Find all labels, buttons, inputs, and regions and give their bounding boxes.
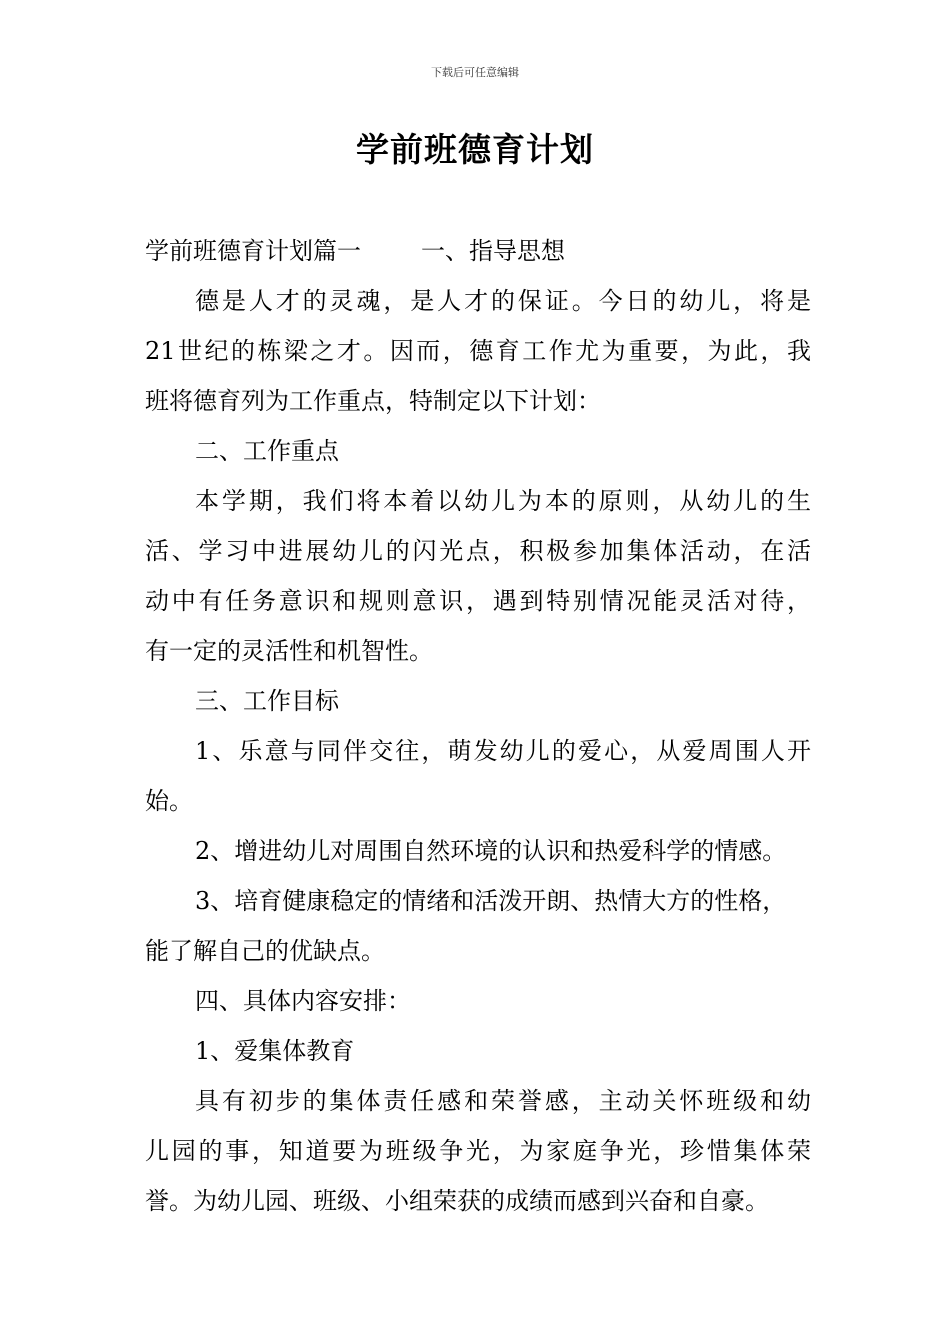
section-heading-work-goals: 三、工作目标 bbox=[195, 687, 339, 715]
section-heading-work-focus: 二、工作重点 bbox=[195, 437, 339, 465]
paragraph-line: 儿园的事，知道要为班级争光，为家庭争光，珍惜集体荣 bbox=[145, 1137, 811, 1165]
paragraph-line: 动中有任务意识和规则意识，遇到特别情况能灵活对待， bbox=[145, 587, 811, 615]
paragraph-line: 本学期，我们将本着以幼儿为本的原则，从幼儿的生 bbox=[195, 487, 811, 515]
section-heading-content-arrangement: 四、具体内容安排： bbox=[195, 987, 411, 1015]
paragraph-line: 誉。为幼儿园、班级、小组荣获的成绩而感到兴奋和自豪。 bbox=[145, 1187, 769, 1215]
paragraph-line: 具有初步的集体责任感和荣誉感，主动关怀班级和幼 bbox=[195, 1087, 811, 1115]
goal-line: 3、培育健康稳定的情绪和活泼开朗、热情大方的性格， bbox=[195, 887, 787, 915]
header-note: 下载后可任意编辑 bbox=[431, 66, 519, 79]
document-title: 学前班德育计划 bbox=[356, 130, 594, 169]
section-heading-guiding-thought: 一、指导思想 bbox=[421, 237, 565, 265]
subsection-heading-collective-education: 1、爱集体教育 bbox=[195, 1037, 355, 1065]
goal-line: 2、增进幼儿对周围自然环境的认识和热爱科学的情感。 bbox=[195, 837, 787, 865]
goal-line: 能了解自己的优缺点。 bbox=[145, 937, 385, 965]
paragraph-line: 德是人才的灵魂，是人才的保证。今日的幼儿，将是 bbox=[195, 287, 811, 315]
paragraph-line: 班将德育列为工作重点，特制定以下计划： bbox=[145, 387, 601, 415]
plan-part-label: 学前班德育计划篇一 bbox=[145, 237, 361, 265]
paragraph-line: 活、学习中进展幼儿的闪光点，积极参加集体活动，在活 bbox=[145, 537, 811, 565]
document-body bbox=[145, 226, 811, 1226]
section-intro-line bbox=[145, 226, 811, 276]
goal-line: 1、乐意与同伴交往，萌发幼儿的爱心，从爱周围人开 bbox=[195, 737, 811, 765]
paragraph-line: 21世纪的栋梁之才。因而，德育工作尤为重要，为此，我 bbox=[145, 337, 811, 365]
goal-line: 始。 bbox=[145, 787, 193, 815]
paragraph-line: 有一定的灵活性和机智性。 bbox=[145, 637, 433, 665]
